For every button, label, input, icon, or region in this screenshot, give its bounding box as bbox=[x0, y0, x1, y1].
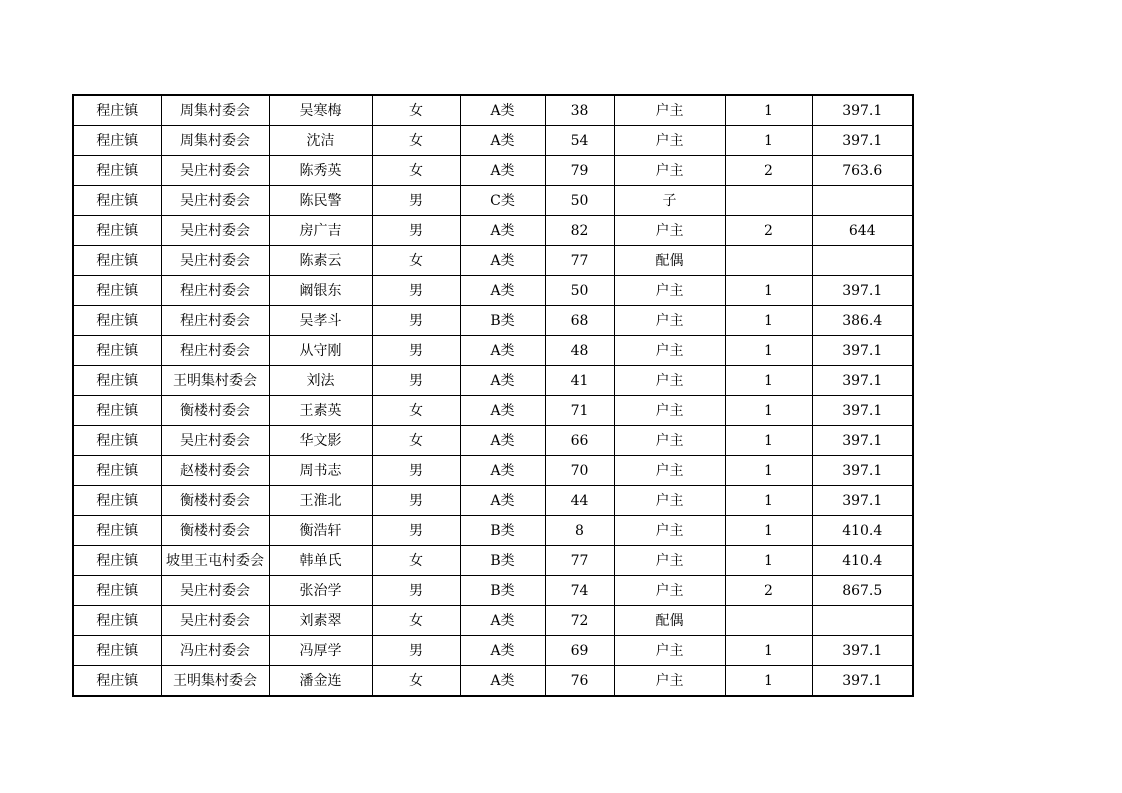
relation-cell: 户主 bbox=[614, 216, 725, 246]
table-row bbox=[73, 606, 913, 636]
name-cell: 陈素云 bbox=[269, 246, 372, 276]
category-cell: A类 bbox=[460, 336, 545, 366]
table-row bbox=[73, 95, 913, 126]
table-row bbox=[73, 546, 913, 576]
category-cell: A类 bbox=[460, 456, 545, 486]
gender-cell: 男 bbox=[372, 276, 460, 306]
relation-cell: 户主 bbox=[614, 306, 725, 336]
amount-cell: 763.6 bbox=[812, 156, 913, 186]
name-cell: 吴寒梅 bbox=[269, 95, 372, 126]
town-cell: 程庄镇 bbox=[73, 666, 161, 697]
table-row bbox=[73, 486, 913, 516]
household-size-cell: 1 bbox=[725, 126, 812, 156]
table-row bbox=[73, 396, 913, 426]
category-cell: A类 bbox=[460, 426, 545, 456]
gender-cell: 女 bbox=[372, 126, 460, 156]
town-cell: 程庄镇 bbox=[73, 246, 161, 276]
household-size-cell: 1 bbox=[725, 666, 812, 697]
table-body bbox=[73, 95, 913, 696]
age-cell: 72 bbox=[545, 606, 614, 636]
village-committee-cell: 坡里王屯村委会 bbox=[161, 546, 269, 576]
gender-cell: 男 bbox=[372, 216, 460, 246]
name-cell: 张治学 bbox=[269, 576, 372, 606]
relation-cell: 户主 bbox=[614, 576, 725, 606]
name-cell: 阚银东 bbox=[269, 276, 372, 306]
age-cell: 70 bbox=[545, 456, 614, 486]
name-cell: 周书志 bbox=[269, 456, 372, 486]
town-cell: 程庄镇 bbox=[73, 95, 161, 126]
gender-cell: 男 bbox=[372, 576, 460, 606]
age-cell: 74 bbox=[545, 576, 614, 606]
category-cell: A类 bbox=[460, 246, 545, 276]
amount-cell: 397.1 bbox=[812, 636, 913, 666]
table-row bbox=[73, 516, 913, 546]
age-cell: 54 bbox=[545, 126, 614, 156]
town-cell: 程庄镇 bbox=[73, 156, 161, 186]
table-row bbox=[73, 306, 913, 336]
category-cell: B类 bbox=[460, 546, 545, 576]
gender-cell: 女 bbox=[372, 396, 460, 426]
category-cell: A类 bbox=[460, 486, 545, 516]
town-cell: 程庄镇 bbox=[73, 486, 161, 516]
household-size-cell: 1 bbox=[725, 516, 812, 546]
gender-cell: 女 bbox=[372, 426, 460, 456]
village-committee-cell: 王明集村委会 bbox=[161, 666, 269, 697]
village-committee-cell: 程庄村委会 bbox=[161, 336, 269, 366]
town-cell: 程庄镇 bbox=[73, 546, 161, 576]
gender-cell: 女 bbox=[372, 95, 460, 126]
table-row bbox=[73, 426, 913, 456]
gender-cell: 男 bbox=[372, 366, 460, 396]
village-committee-cell: 程庄村委会 bbox=[161, 276, 269, 306]
amount-cell: 397.1 bbox=[812, 666, 913, 697]
relation-cell: 户主 bbox=[614, 276, 725, 306]
village-committee-cell: 衡楼村委会 bbox=[161, 396, 269, 426]
relation-cell: 户主 bbox=[614, 156, 725, 186]
amount-cell: 397.1 bbox=[812, 95, 913, 126]
name-cell: 王素英 bbox=[269, 396, 372, 426]
relation-cell: 户主 bbox=[614, 366, 725, 396]
category-cell: A类 bbox=[460, 126, 545, 156]
household-size-cell: 1 bbox=[725, 336, 812, 366]
category-cell: A类 bbox=[460, 366, 545, 396]
age-cell: 77 bbox=[545, 246, 614, 276]
gender-cell: 女 bbox=[372, 156, 460, 186]
village-committee-cell: 王明集村委会 bbox=[161, 366, 269, 396]
category-cell: B类 bbox=[460, 306, 545, 336]
table-row bbox=[73, 216, 913, 246]
table-row bbox=[73, 666, 913, 697]
household-size-cell: 1 bbox=[725, 276, 812, 306]
category-cell: A类 bbox=[460, 636, 545, 666]
age-cell: 76 bbox=[545, 666, 614, 697]
relation-cell: 户主 bbox=[614, 546, 725, 576]
age-cell: 50 bbox=[545, 276, 614, 306]
town-cell: 程庄镇 bbox=[73, 426, 161, 456]
household-size-cell: 2 bbox=[725, 576, 812, 606]
age-cell: 66 bbox=[545, 426, 614, 456]
amount-cell bbox=[812, 186, 913, 216]
household-size-cell: 1 bbox=[725, 546, 812, 576]
name-cell: 刘法 bbox=[269, 366, 372, 396]
town-cell: 程庄镇 bbox=[73, 366, 161, 396]
village-committee-cell: 周集村委会 bbox=[161, 126, 269, 156]
name-cell: 房广吉 bbox=[269, 216, 372, 246]
name-cell: 吴孝斗 bbox=[269, 306, 372, 336]
amount-cell: 410.4 bbox=[812, 546, 913, 576]
table-row bbox=[73, 246, 913, 276]
relation-cell: 户主 bbox=[614, 666, 725, 697]
gender-cell: 男 bbox=[372, 306, 460, 336]
relation-cell: 户主 bbox=[614, 636, 725, 666]
category-cell: A类 bbox=[460, 156, 545, 186]
age-cell: 77 bbox=[545, 546, 614, 576]
amount-cell: 397.1 bbox=[812, 336, 913, 366]
table-row bbox=[73, 126, 913, 156]
table-row bbox=[73, 366, 913, 396]
gender-cell: 男 bbox=[372, 336, 460, 366]
village-committee-cell: 冯庄村委会 bbox=[161, 636, 269, 666]
amount-cell: 644 bbox=[812, 216, 913, 246]
age-cell: 8 bbox=[545, 516, 614, 546]
town-cell: 程庄镇 bbox=[73, 126, 161, 156]
household-size-cell: 2 bbox=[725, 216, 812, 246]
household-size-cell bbox=[725, 186, 812, 216]
gender-cell: 男 bbox=[372, 516, 460, 546]
name-cell: 从守刚 bbox=[269, 336, 372, 366]
name-cell: 王淮北 bbox=[269, 486, 372, 516]
gender-cell: 女 bbox=[372, 666, 460, 697]
age-cell: 82 bbox=[545, 216, 614, 246]
village-committee-cell: 周集村委会 bbox=[161, 95, 269, 126]
village-committee-cell: 赵楼村委会 bbox=[161, 456, 269, 486]
name-cell: 陈民警 bbox=[269, 186, 372, 216]
household-size-cell: 1 bbox=[725, 486, 812, 516]
relation-cell: 配偶 bbox=[614, 606, 725, 636]
category-cell: B类 bbox=[460, 576, 545, 606]
table-row bbox=[73, 186, 913, 216]
village-committee-cell: 衡楼村委会 bbox=[161, 486, 269, 516]
town-cell: 程庄镇 bbox=[73, 306, 161, 336]
relation-cell: 户主 bbox=[614, 336, 725, 366]
gender-cell: 男 bbox=[372, 456, 460, 486]
town-cell: 程庄镇 bbox=[73, 576, 161, 606]
relation-cell: 户主 bbox=[614, 426, 725, 456]
amount-cell: 867.5 bbox=[812, 576, 913, 606]
town-cell: 程庄镇 bbox=[73, 516, 161, 546]
amount-cell: 386.4 bbox=[812, 306, 913, 336]
relation-cell: 户主 bbox=[614, 456, 725, 486]
category-cell: A类 bbox=[460, 216, 545, 246]
household-size-cell: 1 bbox=[725, 636, 812, 666]
household-size-cell: 1 bbox=[725, 306, 812, 336]
name-cell: 冯厚学 bbox=[269, 636, 372, 666]
table-row bbox=[73, 456, 913, 486]
name-cell: 刘素翠 bbox=[269, 606, 372, 636]
household-size-cell: 1 bbox=[725, 366, 812, 396]
amount-cell: 397.1 bbox=[812, 366, 913, 396]
town-cell: 程庄镇 bbox=[73, 456, 161, 486]
town-cell: 程庄镇 bbox=[73, 276, 161, 306]
amount-cell: 410.4 bbox=[812, 516, 913, 546]
age-cell: 48 bbox=[545, 336, 614, 366]
village-committee-cell: 衡楼村委会 bbox=[161, 516, 269, 546]
gender-cell: 女 bbox=[372, 246, 460, 276]
amount-cell: 397.1 bbox=[812, 426, 913, 456]
name-cell: 衡浩轩 bbox=[269, 516, 372, 546]
table-row bbox=[73, 276, 913, 306]
household-size-cell: 1 bbox=[725, 456, 812, 486]
age-cell: 50 bbox=[545, 186, 614, 216]
household-size-cell bbox=[725, 606, 812, 636]
category-cell: A类 bbox=[460, 666, 545, 697]
amount-cell: 397.1 bbox=[812, 126, 913, 156]
category-cell: A类 bbox=[460, 95, 545, 126]
village-committee-cell: 程庄村委会 bbox=[161, 306, 269, 336]
amount-cell bbox=[812, 246, 913, 276]
data-table bbox=[72, 94, 914, 697]
household-size-cell: 2 bbox=[725, 156, 812, 186]
gender-cell: 女 bbox=[372, 606, 460, 636]
village-committee-cell: 吴庄村委会 bbox=[161, 576, 269, 606]
age-cell: 41 bbox=[545, 366, 614, 396]
name-cell: 陈秀英 bbox=[269, 156, 372, 186]
town-cell: 程庄镇 bbox=[73, 216, 161, 246]
amount-cell: 397.1 bbox=[812, 396, 913, 426]
category-cell: A类 bbox=[460, 606, 545, 636]
table-row bbox=[73, 636, 913, 666]
name-cell: 华文影 bbox=[269, 426, 372, 456]
gender-cell: 女 bbox=[372, 546, 460, 576]
age-cell: 79 bbox=[545, 156, 614, 186]
table-row bbox=[73, 336, 913, 366]
name-cell: 潘金连 bbox=[269, 666, 372, 697]
gender-cell: 男 bbox=[372, 186, 460, 216]
age-cell: 68 bbox=[545, 306, 614, 336]
age-cell: 38 bbox=[545, 95, 614, 126]
village-committee-cell: 吴庄村委会 bbox=[161, 156, 269, 186]
age-cell: 71 bbox=[545, 396, 614, 426]
name-cell: 沈洁 bbox=[269, 126, 372, 156]
name-cell: 韩单氏 bbox=[269, 546, 372, 576]
town-cell: 程庄镇 bbox=[73, 336, 161, 366]
category-cell: B类 bbox=[460, 516, 545, 546]
relation-cell: 户主 bbox=[614, 516, 725, 546]
table-row bbox=[73, 156, 913, 186]
town-cell: 程庄镇 bbox=[73, 636, 161, 666]
relation-cell: 户主 bbox=[614, 126, 725, 156]
amount-cell: 397.1 bbox=[812, 456, 913, 486]
amount-cell bbox=[812, 606, 913, 636]
town-cell: 程庄镇 bbox=[73, 606, 161, 636]
village-committee-cell: 吴庄村委会 bbox=[161, 246, 269, 276]
household-size-cell: 1 bbox=[725, 396, 812, 426]
town-cell: 程庄镇 bbox=[73, 186, 161, 216]
village-committee-cell: 吴庄村委会 bbox=[161, 216, 269, 246]
household-size-cell: 1 bbox=[725, 95, 812, 126]
village-committee-cell: 吴庄村委会 bbox=[161, 426, 269, 456]
age-cell: 69 bbox=[545, 636, 614, 666]
amount-cell: 397.1 bbox=[812, 276, 913, 306]
gender-cell: 男 bbox=[372, 486, 460, 516]
relation-cell: 配偶 bbox=[614, 246, 725, 276]
amount-cell: 397.1 bbox=[812, 486, 913, 516]
relation-cell: 户主 bbox=[614, 396, 725, 426]
household-size-cell: 1 bbox=[725, 426, 812, 456]
category-cell: A类 bbox=[460, 396, 545, 426]
town-cell: 程庄镇 bbox=[73, 396, 161, 426]
category-cell: C类 bbox=[460, 186, 545, 216]
gender-cell: 男 bbox=[372, 636, 460, 666]
relation-cell: 子 bbox=[614, 186, 725, 216]
relation-cell: 户主 bbox=[614, 486, 725, 516]
age-cell: 44 bbox=[545, 486, 614, 516]
village-committee-cell: 吴庄村委会 bbox=[161, 186, 269, 216]
relation-cell: 户主 bbox=[614, 95, 725, 126]
category-cell: A类 bbox=[460, 276, 545, 306]
table-row bbox=[73, 576, 913, 606]
village-committee-cell: 吴庄村委会 bbox=[161, 606, 269, 636]
household-size-cell bbox=[725, 246, 812, 276]
